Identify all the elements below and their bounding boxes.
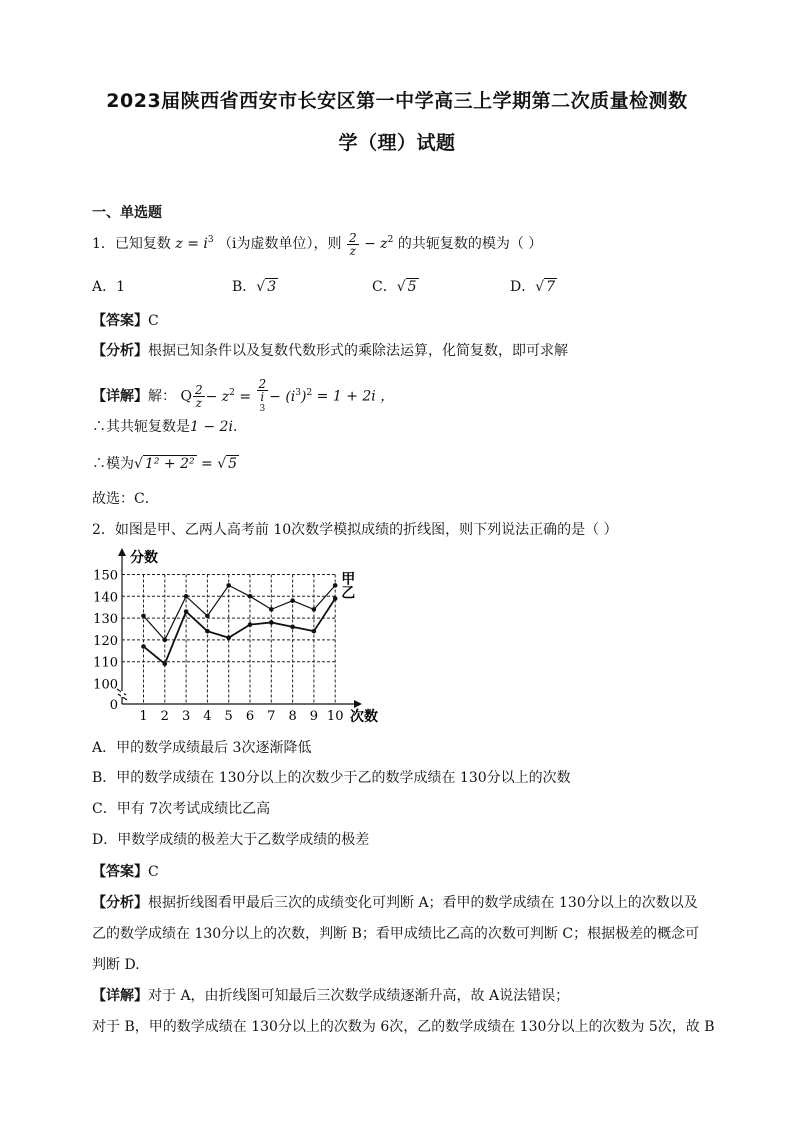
x-tick-label: 1 xyxy=(139,709,148,724)
q1-option-c: C．√ 5 xyxy=(372,279,417,295)
series-2-point xyxy=(333,596,338,601)
series-1-point xyxy=(248,594,253,599)
series-line-2 xyxy=(144,598,336,663)
x-tick-label: 9 xyxy=(309,709,319,724)
q1-minus-z2: − $z^2$ xyxy=(364,235,394,252)
q1-paren-note: （i为虚数单位），则 xyxy=(218,236,342,252)
y-tick-label: 120 xyxy=(93,633,118,649)
x-axis-label: 次数 xyxy=(350,709,378,724)
series-1-point xyxy=(163,638,168,643)
series-2-point xyxy=(269,620,274,625)
x-tick-label: 5 xyxy=(224,709,233,724)
series-1-point xyxy=(333,583,338,588)
series-2-point xyxy=(141,644,146,649)
x-tick-label: 3 xyxy=(181,709,191,724)
q2-option-d: D．甲数学成绩的极差大于乙数学成绩的极差 xyxy=(92,832,370,848)
axis-break-gap xyxy=(121,691,124,697)
q1-z-expr: $z = i^3$ xyxy=(175,235,214,252)
q1-option-d: D．√ 7 xyxy=(510,279,556,295)
score-line-chart xyxy=(92,544,392,724)
y-axis-arrow xyxy=(118,548,126,556)
x-tick-label: 10 xyxy=(326,709,344,724)
q1-fraction: $\frac{2}{z}$ xyxy=(348,230,357,258)
q1-option-a: A．1 xyxy=(92,279,126,295)
series-2-point xyxy=(205,629,210,634)
chart-ticks xyxy=(93,569,343,725)
q1-conjugate-line: ∴其共轭复数是1 − 2i． xyxy=(92,419,247,435)
y-tick-label: 140 xyxy=(93,590,118,606)
page-title-line-1: 2023届陕西省西安市长安区第一中学高三上学期第二次质量检测数 xyxy=(106,90,688,112)
series-1-point xyxy=(290,598,295,603)
q2-detail-1: 【详解】对于 A，由折线图可知最后三次数学成绩逐渐升高，故 A说法错误； xyxy=(92,988,570,1004)
series-1-point xyxy=(269,607,274,612)
series-2-point xyxy=(226,635,231,640)
q2-answer: 【答案】C xyxy=(92,864,159,880)
q1-detail: 【详解】解： Q $\frac{2}{z}$ − $z^2$ = 2 i 3 − $(i^3)^2 = 1 + 2i$ ， xyxy=(92,377,395,414)
q1-stem xyxy=(92,231,542,257)
q1-stem-prefix: 1．已知复数 xyxy=(92,236,171,252)
chart-series xyxy=(141,571,355,666)
x-tick-label: 2 xyxy=(160,709,169,724)
series-label-1: 甲 xyxy=(341,571,356,588)
q2-option-a: A．甲的数学成绩最后 3次逐渐降低 xyxy=(92,740,312,756)
y-axis-label: 分数 xyxy=(130,550,158,566)
series-label-2: 乙 xyxy=(341,585,356,602)
series-1-point xyxy=(205,614,210,619)
q2-analysis-1: 【分析】根据折线图看甲最后三次的成绩变化可判断 A；看甲的数学成绩在 130分以上的次数以及 xyxy=(92,895,698,911)
q2-option-c: C．甲有 7次考试成绩比乙高 xyxy=(92,801,271,817)
series-2-point xyxy=(312,629,317,634)
series-2-point xyxy=(163,662,168,667)
y-tick-label: 110 xyxy=(93,655,118,671)
y-tick-label: 150 xyxy=(93,568,118,584)
q2-analysis-3: 判断 D. xyxy=(92,957,140,973)
y-tick-label: 130 xyxy=(93,612,118,628)
q1-answer: 【答案】C xyxy=(92,313,159,329)
x-tick-label: 6 xyxy=(245,709,255,724)
q2-detail-2: 对于 B，甲的数学成绩在 130分以上的次数为 6次，乙的数学成绩在 130分以上的次数为 5次，故 B xyxy=(92,1019,715,1035)
series-1-point xyxy=(184,594,189,599)
q2-option-b: B．甲的数学成绩在 130分以上的次数少于乙的数学成绩在 130分以上的次数 xyxy=(92,770,571,786)
series-2-point xyxy=(248,622,253,627)
y-tick-label: 0 xyxy=(109,698,118,713)
x-tick-label: 8 xyxy=(288,709,297,724)
q1-choose: 故选：C． xyxy=(92,491,159,507)
series-1-point xyxy=(226,583,231,588)
q1-stem-suffix: 的共轭复数的模为（ ） xyxy=(397,236,543,252)
section-heading: 一、单选题 xyxy=(92,205,162,221)
series-2-point xyxy=(290,625,295,630)
y-tick-label: 100 xyxy=(93,677,118,693)
x-axis-arrow xyxy=(354,700,362,708)
series-1-point xyxy=(312,607,317,612)
q1-analysis: 【分析】根据已知条件以及复数代数形式的乘除法运算，化简复数，即可求解 xyxy=(92,343,568,359)
q2-analysis-2: 乙的数学成绩在 130分以上的次数，判断 B；看甲成绩比乙高的次数可判断 C；根据极差的概念可 xyxy=(92,926,700,942)
x-tick-label: 4 xyxy=(203,709,212,724)
q2-stem: 2．如图是甲、乙两人高考前 10次数学模拟成绩的折线图，则下列说法正确的是（ ） xyxy=(92,522,618,538)
page-title-line-2: 学（理）试题 xyxy=(338,132,456,154)
q1-option-b: B．√ 3 xyxy=(232,279,277,295)
series-2-point xyxy=(184,609,189,614)
q1-modulus-line: ∴模为√ 1² + 2² = √ 5 xyxy=(92,456,238,472)
x-tick-label: 7 xyxy=(267,709,276,724)
series-1-point xyxy=(141,614,146,619)
